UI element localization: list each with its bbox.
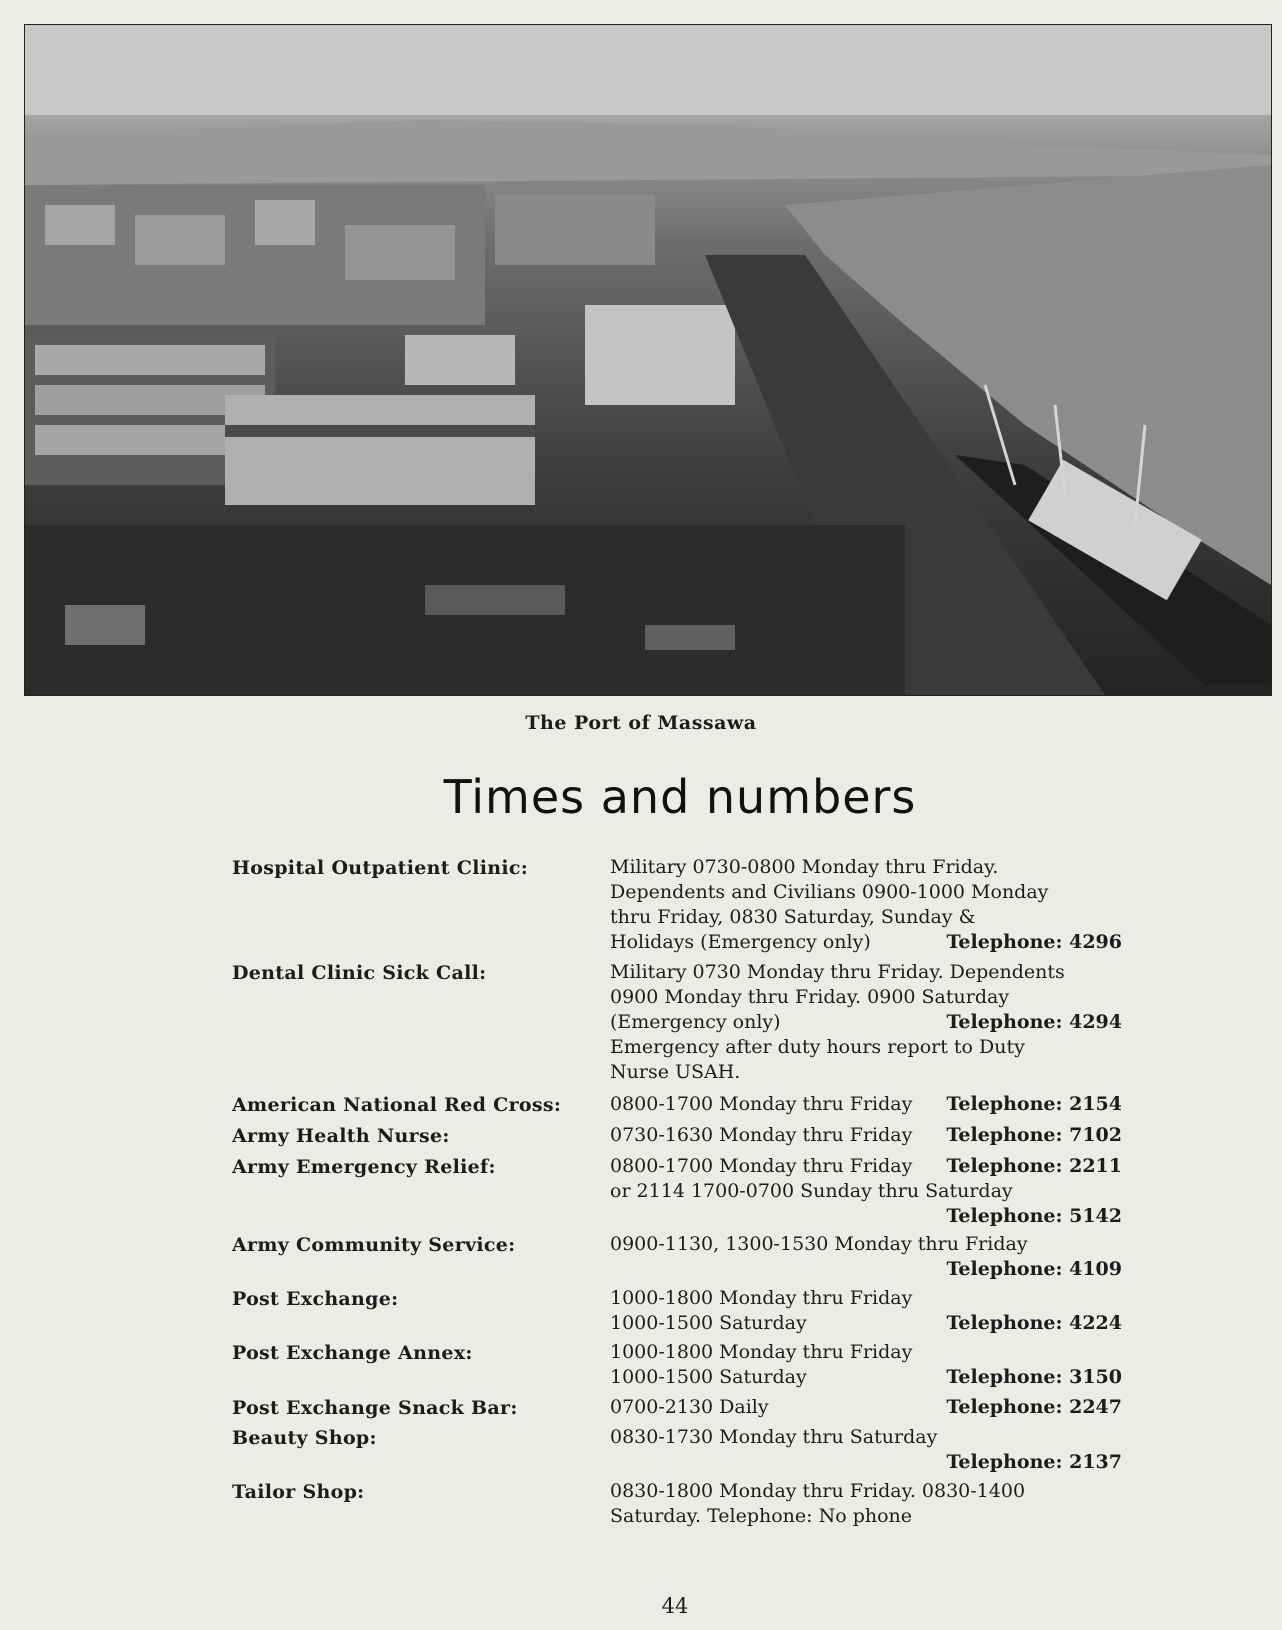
entry-label: Post Exchange:: [232, 1288, 399, 1310]
entry-label: Beauty Shop:: [232, 1427, 377, 1449]
detail-line: [610, 960, 1122, 985]
entry-details: [610, 960, 1122, 1085]
detail-text: 1000-1500 Saturday: [610, 1366, 807, 1388]
entry-details: [610, 1395, 1122, 1420]
detail-line: [610, 1504, 1122, 1529]
telephone-number: Telephone: 4294: [946, 1011, 1122, 1033]
telephone-number: Telephone: 4296: [946, 931, 1122, 953]
entry-details: [610, 1092, 1122, 1117]
detail-text: (Emergency only): [610, 1011, 781, 1033]
detail-line: [610, 1425, 1122, 1450]
detail-text: thru Friday, 0830 Saturday, Sunday &: [610, 906, 976, 928]
detail-line: [610, 1010, 1122, 1035]
telephone-number: Telephone: 3150: [946, 1366, 1122, 1388]
detail-text: Military 0730-0800 Monday thru Friday.: [610, 856, 999, 878]
detail-text: 0900 Monday thru Friday. 0900 Saturday: [610, 986, 1010, 1008]
entry-label: Army Health Nurse:: [232, 1125, 450, 1147]
telephone-number: Telephone: 5142: [946, 1205, 1122, 1227]
page-heading: Times and numbers: [443, 770, 917, 824]
entry-details: [610, 1123, 1122, 1148]
entry-label: Tailor Shop:: [232, 1481, 365, 1503]
detail-text: 0830-1730 Monday thru Saturday: [610, 1426, 938, 1448]
detail-text: 0730-1630 Monday thru Friday: [610, 1124, 913, 1146]
detail-text: Holidays (Emergency only): [610, 931, 871, 953]
detail-text: Emergency after duty hours report to Duty: [610, 1036, 1025, 1058]
detail-text: 0800-1700 Monday thru Friday: [610, 1155, 913, 1177]
telephone-number: Telephone: 4224: [946, 1312, 1122, 1334]
entry-details: [610, 1286, 1122, 1336]
entry-details: [610, 855, 1122, 955]
entry-label: Dental Clinic Sick Call:: [232, 962, 487, 984]
telephone-number: Telephone: 2137: [946, 1451, 1122, 1473]
detail-line: [610, 1092, 1122, 1117]
entry-details: [610, 1479, 1122, 1529]
detail-text: 0800-1700 Monday thru Friday: [610, 1093, 913, 1115]
detail-text: Military 0730 Monday thru Friday. Dependents: [610, 961, 1065, 983]
detail-text: 1000-1500 Saturday: [610, 1312, 807, 1334]
detail-line: [610, 1123, 1122, 1148]
detail-line: [610, 1340, 1122, 1365]
detail-line: [610, 1257, 1122, 1282]
detail-text: 0700-2130 Daily: [610, 1396, 769, 1418]
entry-details: [610, 1425, 1122, 1475]
detail-text: Nurse USAH.: [610, 1061, 741, 1083]
entry-details: [610, 1154, 1122, 1229]
entry-label: Post Exchange Snack Bar:: [232, 1397, 518, 1419]
telephone-number: Telephone: 4109: [946, 1258, 1122, 1280]
entry-label: American National Red Cross:: [232, 1094, 562, 1116]
detail-text: 0830-1800 Monday thru Friday. 0830-1400: [610, 1480, 1026, 1502]
detail-line: [610, 1365, 1122, 1390]
detail-line: [610, 985, 1122, 1010]
telephone-number: Telephone: 2211: [946, 1155, 1122, 1177]
detail-line: [610, 930, 1122, 955]
entry-label: Hospital Outpatient Clinic:: [232, 857, 529, 879]
detail-line: [610, 905, 1122, 930]
detail-text: 1000-1800 Monday thru Friday: [610, 1341, 913, 1363]
detail-line: [610, 1154, 1122, 1179]
detail-line: [610, 1450, 1122, 1475]
detail-line: [610, 1060, 1122, 1085]
entry-label: Army Community Service:: [232, 1234, 516, 1256]
entry-label: Post Exchange Annex:: [232, 1342, 473, 1364]
detail-text: Dependents and Civilians 0900-1000 Monday: [610, 881, 1049, 903]
detail-text: Saturday. Telephone: No phone: [610, 1505, 913, 1527]
detail-line: [610, 880, 1122, 905]
entry-details: [610, 1340, 1122, 1390]
detail-line: [610, 1204, 1122, 1229]
telephone-number: Telephone: 7102: [946, 1124, 1122, 1146]
detail-line: [610, 1232, 1122, 1257]
detail-line: [610, 1311, 1122, 1336]
detail-text: or 2114 1700-0700 Sunday thru Saturday: [610, 1180, 1013, 1202]
photo-caption: The Port of Massawa: [525, 712, 757, 734]
detail-line: [610, 855, 1122, 880]
detail-line: [610, 1035, 1122, 1060]
page-number: 44: [661, 1594, 689, 1618]
detail-line: [610, 1395, 1122, 1420]
detail-text: 0900-1130, 1300-1530 Monday thru Friday: [610, 1233, 1028, 1255]
detail-line: [610, 1179, 1122, 1204]
telephone-number: Telephone: 2247: [946, 1396, 1122, 1418]
entry-details: [610, 1232, 1122, 1282]
detail-line: [610, 1479, 1122, 1504]
telephone-number: Telephone: 2154: [946, 1093, 1122, 1115]
entry-label: Army Emergency Relief:: [232, 1156, 496, 1178]
detail-text: 1000-1800 Monday thru Friday: [610, 1287, 913, 1309]
detail-line: [610, 1286, 1122, 1311]
